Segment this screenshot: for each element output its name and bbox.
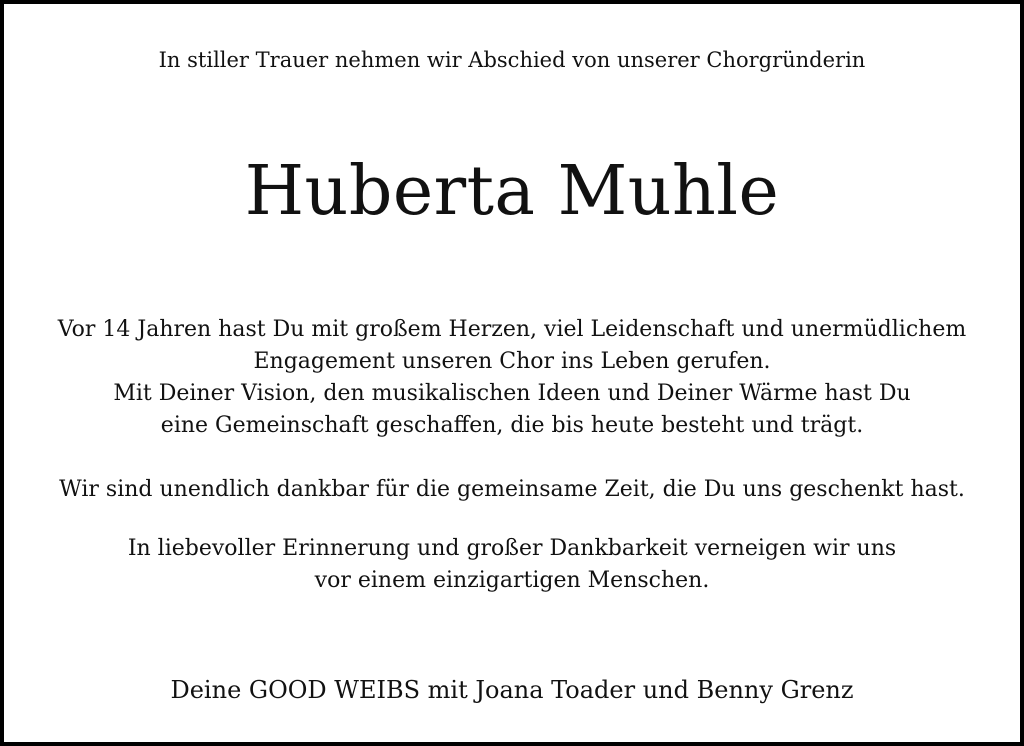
remembrance-line: vor einem einzigartigen Menschen. <box>314 568 710 593</box>
tribute-line: Engagement unseren Chor ins Leben gerufen. <box>253 349 771 374</box>
deceased-name: Huberta Muhle <box>244 152 780 231</box>
gratitude-line: Wir sind unendlich dankbar für die gemeinsame Zeit, die Du uns geschenkt hast. <box>59 477 965 502</box>
tribute-line: eine Gemeinschaft geschaffen, die bis heute besteht und trägt. <box>160 413 864 438</box>
signature: Deine GOOD WEIBS mit Joana Toader und Benny Grenz <box>170 676 854 704</box>
remembrance-line: In liebevoller Erinnerung und großer Dankbarkeit verneigen wir uns <box>127 536 897 561</box>
tribute-line: Mit Deiner Vision, den musikalischen Ideen und Deiner Wärme hast Du <box>113 381 911 406</box>
remembrance-paragraph <box>24 533 1000 597</box>
intro-text: In stiller Trauer nehmen wir Abschied von unserer Chorgründerin <box>158 48 866 72</box>
gratitude-paragraph <box>24 474 1000 506</box>
tribute-paragraph <box>24 314 1000 442</box>
tribute-line: Vor 14 Jahren hast Du mit großem Herzen, viel Leidenschaft und unermüdlichem <box>57 317 967 342</box>
